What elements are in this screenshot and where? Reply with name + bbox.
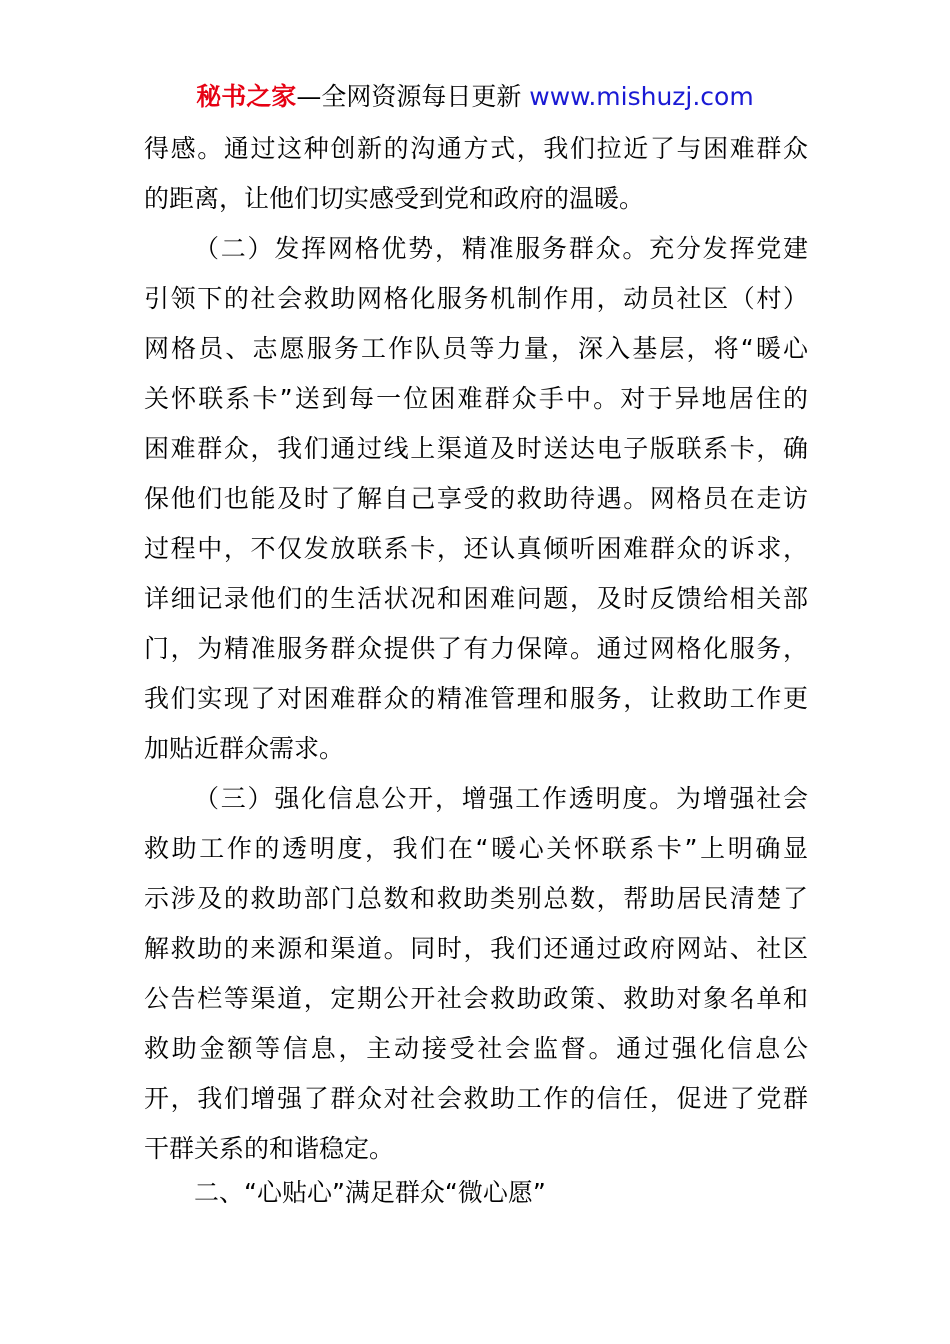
text-line: 示涉及的救助部门总数和救助类别总数，帮助居民清楚了 [144, 884, 808, 913]
text-line: 加贴近群众需求。 [144, 734, 345, 763]
site-brand: 秘书之家 [196, 82, 297, 111]
text-line: 救助工作的透明度，我们在“暖心关怀联系卡”上明确显 [144, 834, 808, 863]
text-line: （二）发挥网格优势，精准服务群众。充分发挥党建 [194, 234, 808, 263]
text-line: 详细记录他们的生活状况和困难问题，及时反馈给相关部 [144, 584, 808, 613]
text-line: 干群关系的和谐稳定。 [144, 1134, 395, 1163]
section-heading: 二、“心贴心”满足群众“微心愿” [194, 1178, 546, 1207]
text-line: 我们实现了对困难群众的精准管理和服务，让救助工作更 [144, 684, 808, 713]
text-line: 得感。通过这种创新的沟通方式，我们拉近了与困难群众 [144, 134, 808, 163]
text-line: 门，为精准服务群众提供了有力保障。通过网格化服务， [144, 634, 808, 663]
paragraph-3 [144, 774, 808, 1174]
text-line: 开，我们增强了群众对社会救助工作的信任，促进了党群 [144, 1084, 808, 1113]
text-line: 关怀联系卡”送到每一位困难群众手中。对于异地居住的 [144, 384, 808, 413]
site-url[interactable]: www.mishuzj.com [529, 82, 754, 111]
text-line: 公告栏等渠道，定期公开社会救助政策、救助对象名单和 [144, 984, 808, 1013]
site-slogan: —全网资源每日更新 [296, 82, 522, 111]
document-body [144, 124, 808, 1174]
text-line: 网格员、志愿服务工作队员等力量，深入基层，将“暖心 [144, 334, 808, 363]
text-line: 引领下的社会救助网格化服务机制作用，动员社区（村） [144, 284, 808, 313]
text-line: 解救助的来源和渠道。同时，我们还通过政府网站、社区 [144, 934, 808, 963]
paragraph-1 [144, 124, 808, 224]
text-line: 过程中，不仅发放联系卡，还认真倾听困难群众的诉求， [144, 534, 808, 563]
text-line: （三）强化信息公开，增强工作透明度。为增强社会 [194, 784, 808, 813]
text-line: 困难群众，我们通过线上渠道及时送达电子版联系卡，确 [144, 434, 808, 463]
text-line: 的距离，让他们切实感受到党和政府的温暖。 [144, 184, 645, 213]
paragraph-2 [144, 224, 808, 774]
text-line: 救助金额等信息，主动接受社会监督。通过强化信息公 [144, 1034, 808, 1063]
site-header [0, 80, 950, 114]
text-line: 保他们也能及时了解自己享受的救助待遇。网格员在走访 [144, 484, 808, 513]
